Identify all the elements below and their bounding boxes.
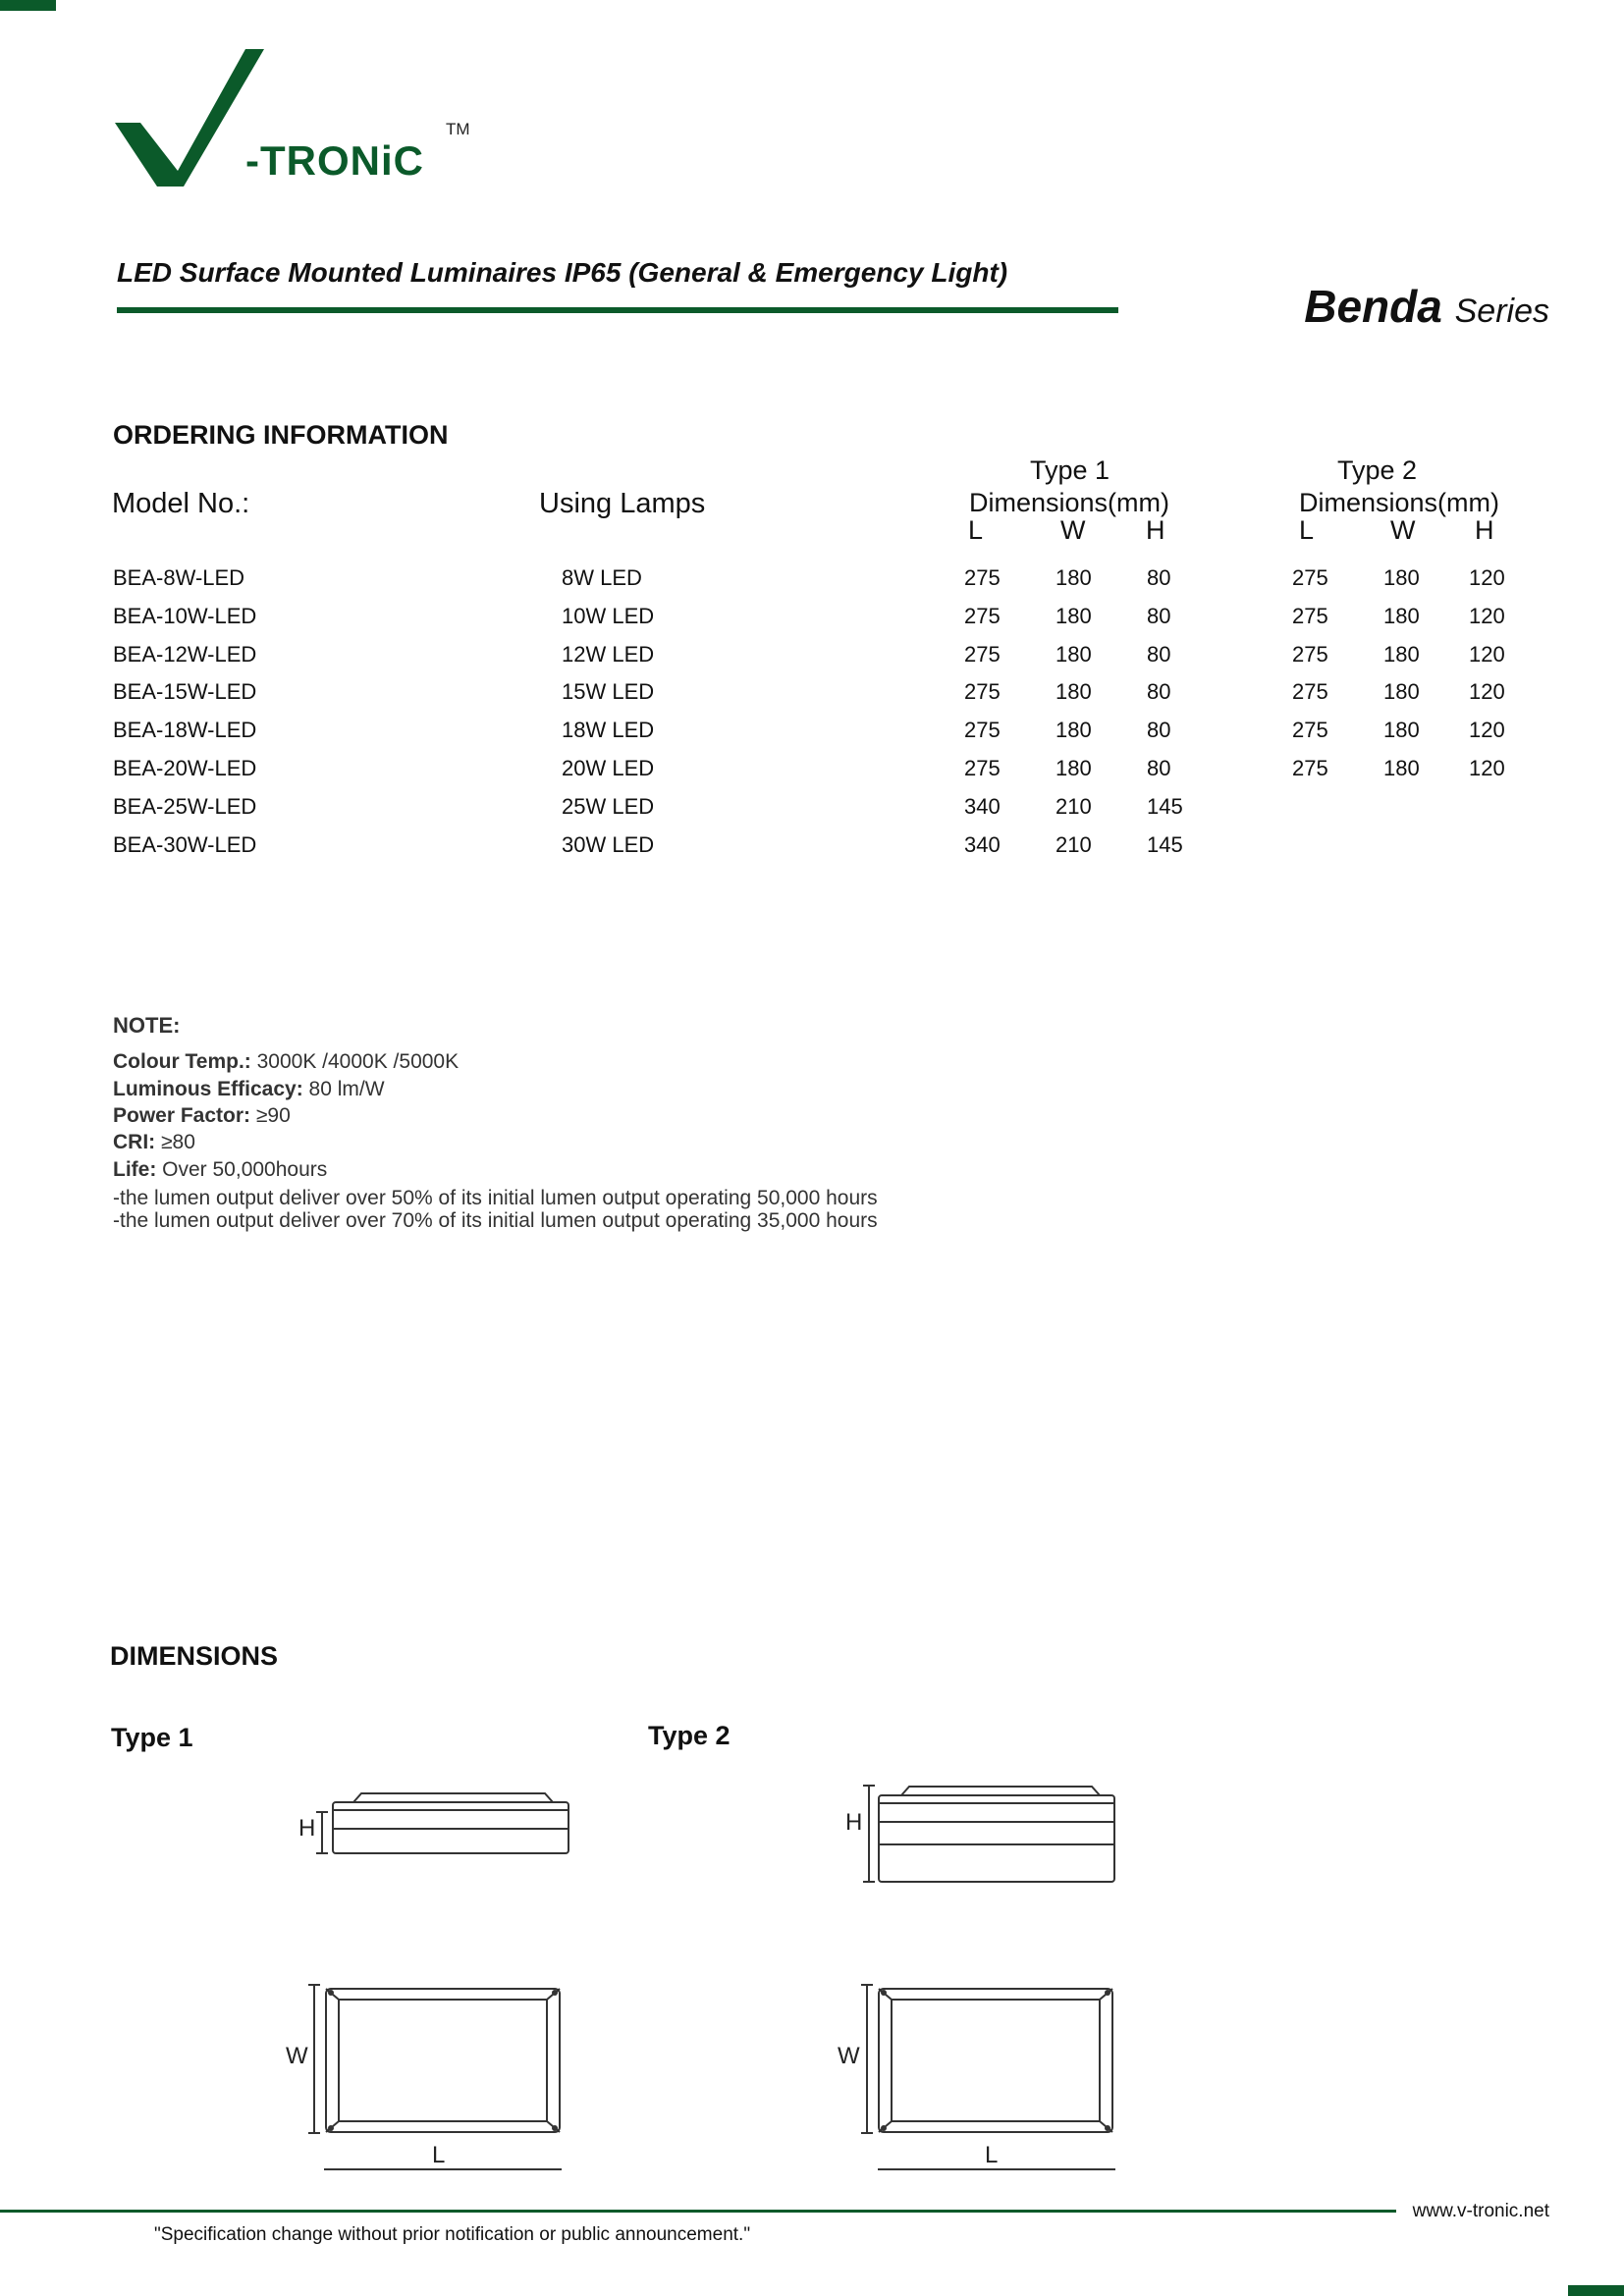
type2-w-header: W xyxy=(1390,515,1416,545)
type1-w-cell: 180 xyxy=(1056,565,1092,590)
type1-l-header: L xyxy=(968,515,984,545)
type1-drawing-label: Type 1 xyxy=(111,1723,193,1752)
footer-disclaimer: "Specification change without prior notification or public announcement." xyxy=(154,2224,751,2245)
model-cell: BEA-15W-LED xyxy=(113,679,257,705)
type2-h-cell: 120 xyxy=(1469,603,1505,628)
model-cell: BEA-30W-LED xyxy=(113,831,257,857)
type1-w-cell: 210 xyxy=(1056,831,1092,857)
type2-w-cell: 180 xyxy=(1383,718,1420,743)
type1-w-label: W xyxy=(286,2043,308,2069)
type1-l-cell: 275 xyxy=(964,718,1001,743)
corner-accent-top xyxy=(0,0,56,11)
note-life: Life: Over 50,000hours xyxy=(113,1158,328,1181)
type2-h-cell: 120 xyxy=(1469,718,1505,743)
type2-l-cell: 275 xyxy=(1292,756,1328,780)
lamps-column-header: Using Lamps xyxy=(539,488,706,519)
type1-w-cell: 180 xyxy=(1056,756,1092,780)
lamp-cell: 18W LED xyxy=(562,718,655,743)
type2-w-cell: 180 xyxy=(1383,679,1420,705)
type2-side-view-drawing xyxy=(860,1780,1120,1888)
model-cell: BEA-12W-LED xyxy=(113,641,257,667)
type1-l-label: L xyxy=(432,2142,446,2168)
type1-h-label: H xyxy=(298,1815,316,1842)
type1-l-cell: 340 xyxy=(964,793,1001,819)
model-column-header: Model No.: xyxy=(112,488,250,519)
type1-h-cell: 80 xyxy=(1147,718,1171,743)
lamp-cell: 15W LED xyxy=(562,679,655,705)
dimensions-heading: DIMENSIONS xyxy=(110,1641,279,1671)
type2-w-cell: 180 xyxy=(1383,603,1420,628)
ordering-heading: ORDERING INFORMATION xyxy=(113,420,449,450)
type2-h-label: H xyxy=(845,1809,863,1836)
type2-l-cell: 275 xyxy=(1292,603,1328,628)
note-lumen-line-1: -the lumen output deliver over 50% of its initial lumen output operating 50,000 hours xyxy=(113,1187,878,1209)
note-cri: CRI: ≥80 xyxy=(113,1131,195,1153)
type2-l-cell: 275 xyxy=(1292,641,1328,667)
type1-h-cell: 80 xyxy=(1147,603,1171,628)
type1-w-cell: 180 xyxy=(1056,718,1092,743)
header-divider xyxy=(117,307,1118,313)
lamp-cell: 20W LED xyxy=(562,756,655,780)
type2-l-label: L xyxy=(985,2142,999,2168)
type1-w-header: W xyxy=(1060,515,1086,545)
document-subtitle: LED Surface Mounted Luminaires IP65 (General & Emergency Light) xyxy=(117,257,1008,288)
type2-l-cell: 275 xyxy=(1292,718,1328,743)
type1-l-cell: 275 xyxy=(964,641,1001,667)
lamp-cell: 8W LED xyxy=(562,565,642,590)
type1-w-cell: 180 xyxy=(1056,641,1092,667)
type1-w-cell: 210 xyxy=(1056,793,1092,819)
trademark-mark: TM xyxy=(446,120,470,138)
type1-w-cell: 180 xyxy=(1056,679,1092,705)
type1-header: Type 1 xyxy=(1030,455,1110,485)
note-colour-temp: Colour Temp.: 3000K /4000K /5000K xyxy=(113,1050,460,1073)
type1-h-cell: 145 xyxy=(1147,793,1183,819)
lamp-cell: 12W LED xyxy=(562,641,655,667)
lamp-cell: 25W LED xyxy=(562,793,655,819)
type1-h-cell: 80 xyxy=(1147,679,1171,705)
footer-divider xyxy=(0,2210,1396,2213)
type1-h-header: H xyxy=(1146,515,1165,545)
type1-h-cell: 145 xyxy=(1147,831,1183,857)
note-efficacy: Luminous Efficacy: 80 lm/W xyxy=(113,1078,385,1100)
type2-h-header: H xyxy=(1475,515,1494,545)
type2-l-header: L xyxy=(1299,515,1315,545)
type2-h-cell: 120 xyxy=(1469,565,1505,590)
series-word: Series xyxy=(1454,293,1549,330)
type1-l-cell: 340 xyxy=(964,831,1001,857)
type1-h-cell: 80 xyxy=(1147,565,1171,590)
model-cell: BEA-8W-LED xyxy=(113,565,245,590)
type1-l-cell: 275 xyxy=(964,679,1001,705)
checkmark-logo-icon xyxy=(113,47,265,189)
type2-drawing-label: Type 2 xyxy=(648,1721,731,1750)
type2-h-cell: 120 xyxy=(1469,641,1505,667)
model-cell: BEA-25W-LED xyxy=(113,793,257,819)
type2-w-label: W xyxy=(838,2043,860,2069)
type2-w-cell: 180 xyxy=(1383,756,1420,780)
type2-l-cell: 275 xyxy=(1292,565,1328,590)
type2-h-cell: 120 xyxy=(1469,756,1505,780)
series-name: Benda xyxy=(1304,281,1442,332)
type2-header: Type 2 xyxy=(1337,455,1418,485)
type2-w-cell: 180 xyxy=(1383,641,1420,667)
type1-side-view-drawing xyxy=(314,1787,574,1855)
type1-l-cell: 275 xyxy=(964,603,1001,628)
type2-dimensions-header: Dimensions(mm) xyxy=(1299,488,1500,517)
type1-w-cell: 180 xyxy=(1056,603,1092,628)
type2-w-cell: 180 xyxy=(1383,565,1420,590)
corner-accent-bottom xyxy=(1568,2285,1624,2296)
lamp-cell: 10W LED xyxy=(562,603,655,628)
type1-l-cell: 275 xyxy=(964,756,1001,780)
website-link[interactable]: www.v-tronic.net xyxy=(1412,2201,1549,2221)
type2-l-cell: 275 xyxy=(1292,679,1328,705)
type1-l-cell: 275 xyxy=(964,565,1001,590)
type1-dimensions-header: Dimensions(mm) xyxy=(969,488,1170,517)
note-title: NOTE: xyxy=(113,1013,181,1038)
type2-h-cell: 120 xyxy=(1469,679,1505,705)
model-cell: BEA-20W-LED xyxy=(113,756,257,780)
type1-h-cell: 80 xyxy=(1147,641,1171,667)
type1-h-cell: 80 xyxy=(1147,756,1171,780)
model-cell: BEA-10W-LED xyxy=(113,603,257,628)
lamp-cell: 30W LED xyxy=(562,831,655,857)
brand-name: -TRONiC xyxy=(245,137,424,184)
note-power-factor: Power Factor: ≥90 xyxy=(113,1104,291,1127)
note-lumen-line-2: -the lumen output deliver over 70% of its initial lumen output operating 35,000 hours xyxy=(113,1209,878,1232)
model-cell: BEA-18W-LED xyxy=(113,718,257,743)
series-title xyxy=(1304,280,1549,333)
